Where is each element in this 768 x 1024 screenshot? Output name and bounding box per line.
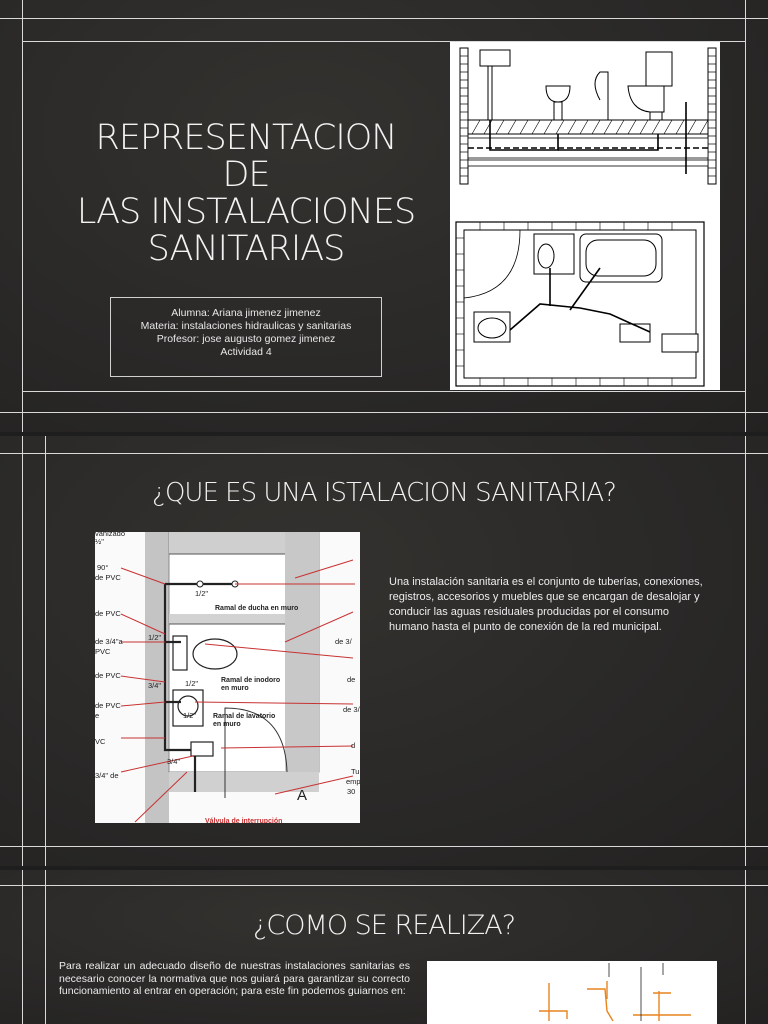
diagram-label: de 3/ [335, 637, 352, 646]
frame-line [22, 870, 23, 1024]
frame-line [0, 412, 768, 413]
activity-label: Actividad 4 [220, 346, 272, 358]
professor-name: Profesor: jose augusto gomez jimenez [156, 333, 336, 345]
diagram-label: 1/2" [148, 633, 162, 642]
orange-drawing-image [427, 961, 717, 1024]
subject-name: Materia: instalaciones hidraulicas y sanitarias [140, 320, 352, 332]
diagram-label: PVC [95, 647, 111, 656]
frame-line [22, 436, 23, 866]
diagram-label: Válvula de interrupción [205, 818, 283, 823]
diagram-label: 1/2" [185, 679, 199, 688]
diagram-label: d [351, 741, 356, 750]
frame-line [22, 0, 23, 432]
slide-1 [0, 0, 768, 432]
diagram-label: de 3/ [343, 705, 360, 714]
diagram-label: vanizado [95, 532, 126, 538]
sanitary-diagram-svg [95, 532, 360, 823]
plumbing-drawing-image [450, 42, 720, 390]
diagram-label: Tu [351, 767, 360, 776]
diagram-label: 3/4" [167, 757, 181, 766]
sanitary-diagram-image [95, 532, 360, 823]
diagram-label: 30 [347, 787, 356, 796]
diagram-label: de PVC [95, 573, 121, 582]
diagram-label: de 3/4"a [95, 637, 123, 646]
diagram-label: en muro [221, 685, 249, 692]
frame-line [745, 0, 746, 432]
diagram-label: Ramal de lavatorio [213, 713, 276, 720]
page-title [70, 120, 422, 268]
slide-2 [0, 436, 768, 866]
plumbing-drawing-svg [450, 42, 720, 390]
diagram-label: emp [346, 777, 360, 786]
procedure-text: Para realizar un adecuado diseño de nuestras instalaciones sanitarias es necesario conocer la normativa que nos guiará para garantizar su correcto funcionamiento al entrar en operación; para este fin podemos guiarnos en: [59, 960, 410, 997]
diagram-label: A [297, 787, 308, 804]
orange-drawing-svg [427, 961, 717, 1024]
definition-text: Una instalación sanitaria es el conjunto de tuberías, conexiones, registros, accesorios y muebles que se encargan de desalojar y conducir las aguas residuales producidas por el consumo humano hasta el punto de conexión de la red municipal. [389, 576, 703, 633]
section-title: ¿QUE ES UNA ISTALACION SANITARIA? [152, 478, 616, 508]
diagram-label: Ramal de ducha en muro [215, 605, 299, 612]
slide-3 [0, 870, 768, 1024]
diagram-label: 3/4" de [95, 771, 119, 780]
diagram-label: 1/2" [195, 589, 209, 598]
diagram-label: de PVC [95, 671, 121, 680]
frame-line [45, 870, 46, 1024]
diagram-label: 90° [97, 563, 109, 572]
diagram-label: en muro [213, 721, 241, 728]
frame-line [0, 18, 768, 19]
diagram-label: e [95, 711, 100, 720]
frame-line [745, 436, 746, 866]
frame-line [0, 846, 768, 847]
section-title: ¿COMO SE REALIZA? [252, 910, 516, 941]
title-line: LAS INSTALACIONES [76, 192, 416, 232]
diagram-label: de [347, 675, 356, 684]
frame-line [45, 436, 46, 866]
diagram-label: Ramal de inodoro [221, 677, 281, 684]
diagram-label: de PVC [95, 701, 121, 710]
diagram-label: de PVC [95, 609, 121, 618]
diagram-label: VC [95, 737, 106, 746]
frame-line [745, 870, 746, 1024]
student-name: Alumna: Ariana jimenez jimenez [171, 307, 321, 319]
title-line: SANITARIAS [147, 229, 345, 269]
diagram-label: 3/4" [148, 681, 162, 690]
author-info-box [110, 297, 382, 377]
title-line: REPRESENTACION DE [95, 118, 397, 195]
diagram-label: ½" [95, 537, 104, 546]
frame-line [0, 453, 768, 454]
diagram-label: 1/2" [183, 711, 197, 720]
frame-line [22, 391, 746, 392]
frame-line [0, 885, 768, 886]
